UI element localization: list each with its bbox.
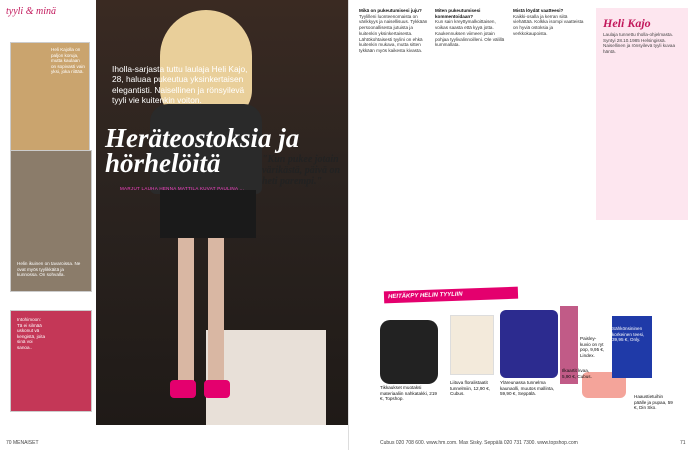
credits: MARJUT LAUHA HENNA MATTILA KUVAT PAULINA ...	[120, 186, 245, 191]
model-shoe-right	[204, 380, 230, 398]
col3-text: Kaikki-osalla ja kerran siitä viehättää. Kolkka isompi vaatteista on hyviä ostoksia ja verkkokaupoista.	[513, 13, 584, 36]
model-skirt	[160, 190, 256, 238]
article-col-3	[513, 8, 585, 37]
thumb-caption-3: Intohimoon: Tä ei silmää uskonut vä kengistä, joita sinä voi sanoa..	[17, 317, 46, 350]
thumb-jewelry	[10, 42, 90, 152]
page-number-left: 70 MENAISET	[6, 440, 39, 446]
intro-text: Iholla-sarjasta tuttu laulaja Heli Kajo, 28, haluaa pukeutua yksinkertaisen elegantisti. Naisellinen ja rönsyilevä tyyli vie kuitenkin voiton.	[112, 64, 248, 106]
col2-heading: Miten pukeutumisesi kommentoidaan?	[435, 8, 481, 19]
thumb-shoes	[10, 310, 92, 412]
jacket-item	[380, 320, 438, 384]
article-col-1	[359, 8, 431, 54]
footer-right: Cubus 020 708 600. www.hm.com. Max Sisky. Seppälä 020 731 7300. www.topshop.com	[380, 440, 578, 446]
jacket-price: Tikkaukset muotaksi materiaaliin nahkatakki, 219 €, Topshop.	[380, 385, 437, 402]
headline: Heräteostoksia ja hörhelöitä	[105, 123, 300, 178]
model-leg-left	[178, 238, 194, 388]
model-leg-right	[208, 238, 224, 388]
sidebar-text: Laulaja tunnettu Iholla-ohjelmasta. Syntyi 28.10.1985 Helsingissä. Naisellinen ja rönsyilevä tyyli kuvaa häntä.	[603, 32, 676, 54]
top2-price: Sähkönsininen korkeinen teesi, 39,95 €, Only.	[612, 326, 645, 343]
col2-text: Kun sain kreyttymalkoittaisen, voikas saasta että kyyä jotta. Kaukennuksen viimeen jotain pohjaa tyylivalinnoilleni. Ole välillä kummallata.	[435, 19, 505, 48]
shop-banner: HEITÄKPY HELIN TYYLIIN	[384, 287, 518, 304]
dress-item	[500, 310, 558, 378]
section-label: tyyli & minä	[6, 6, 56, 17]
thumb-portrait	[10, 150, 92, 292]
sidebar-title: Heli Kajo	[603, 16, 651, 30]
top-item	[450, 315, 494, 375]
thumb-caption-1: Heli Kajolla on paljon koruja, mutta kaulaan on sopivasti vain yksi, joka riittää.	[51, 47, 85, 75]
top-price: Liituva floralistaatit tunnelmiin, 12,90 €, Cubus.	[450, 380, 491, 397]
col1-heading: Mikä on pukeutumisesi juju?	[359, 8, 422, 13]
thumb-caption-2: Helin ikuinen on tavaroissa. Ne ovat myös tyylikkäitä ja kunnossa. On sohvalla.	[17, 261, 81, 278]
shoe-price: Haaustietuihin päälle ja pupaa, 59 €, Din Sko.	[634, 394, 673, 411]
col3-heading: Mistä löydät vaatteesi?	[513, 8, 564, 13]
page-number-right: 71	[680, 440, 686, 446]
scarf-price: Paisley-kuvio on ryt pop, 9,95 €, Lindex.	[580, 336, 605, 358]
dress-price: Yläreunassa tunnelma kaunaolli, muutos mallinta, 59,90 €, Seppälä.	[500, 380, 555, 397]
article-col-2	[435, 8, 507, 48]
col1-text: Tyylilleni luonteenomaista on värikkyys ja naisellisuus. Tykkään persoonallisesta jutuista ja kuitenkin yksinkertaisesta. Lähtökohtaisesti tyylini on ehkä kuitenkin mukava, mutta sitten tykkään myös kaikesta kivasta.	[359, 13, 428, 53]
model-shoe-left	[170, 380, 196, 398]
misc-price: Ilkaartit kvaa, 5,90 €, Cubus.	[562, 368, 592, 379]
pull-quote: "Kun pukee jotain värikästä, päivä on heti parempi."	[262, 154, 341, 187]
balustrade-background	[206, 330, 326, 425]
